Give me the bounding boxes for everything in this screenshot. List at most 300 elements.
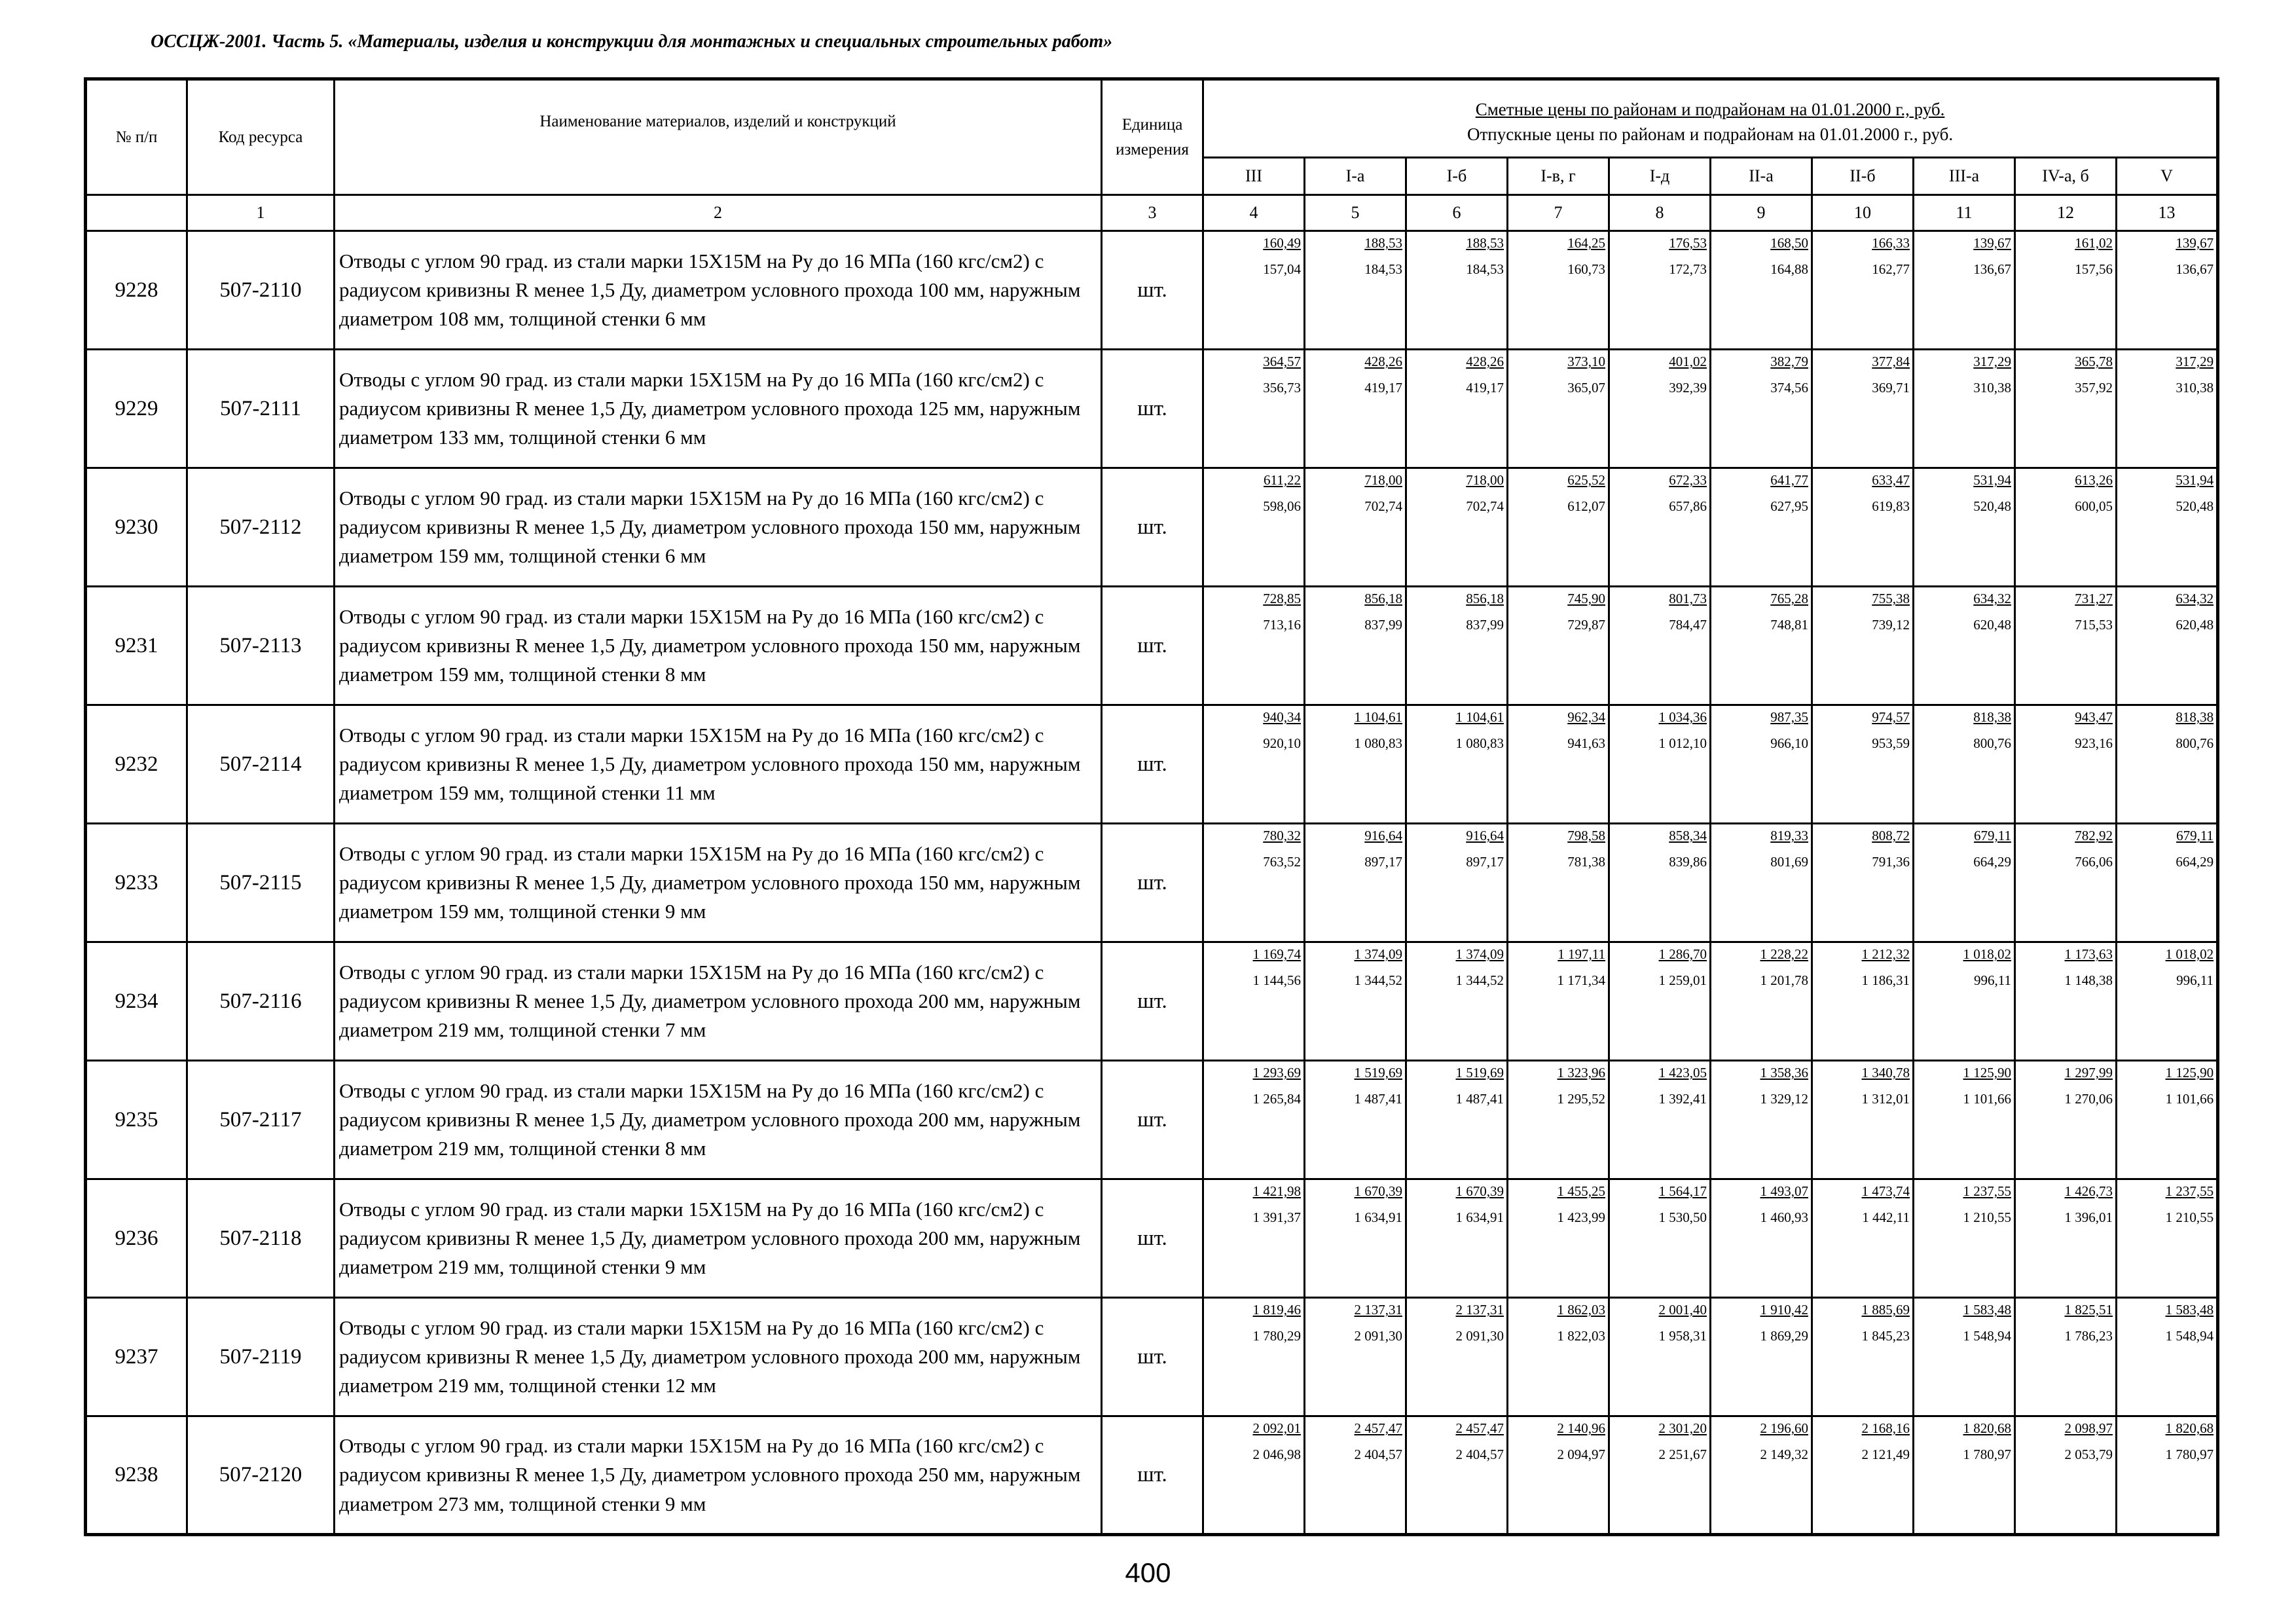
- header-unit: Единица измерения: [1102, 79, 1203, 195]
- table-row: [86, 1061, 2218, 1179]
- header-prices: [1203, 79, 2218, 158]
- estimate-price: 745,90: [1567, 591, 1605, 606]
- release-price: 620,48: [1973, 617, 2011, 633]
- release-price: 1 487,41: [1354, 1091, 1402, 1107]
- estimate-price: 798,58: [1567, 828, 1605, 843]
- header-district: I-б: [1406, 158, 1508, 195]
- release-price: 953,59: [1872, 735, 1910, 752]
- release-price: 1 210,55: [2165, 1209, 2214, 1226]
- row-number: 9230: [86, 468, 187, 587]
- price-cell: [1812, 1298, 1914, 1416]
- row-number: 9232: [86, 705, 187, 824]
- price-cell: [2015, 824, 2117, 942]
- price-cell: [1609, 705, 1711, 824]
- price-cell: [1914, 824, 2015, 942]
- price-cell: [1508, 824, 1609, 942]
- price-cell: [1711, 1298, 1812, 1416]
- release-price: 419,17: [1364, 380, 1402, 396]
- material-name: Отводы с углом 90 град. из стали марки 15Х15М на Ру до 16 МПа (160 кгс/см2) с радиусом кривизны R менее 1,5 Ду, диаметром условного прохода 125 мм, наружным диаметром 133 мм, толщиной стенки 6 мм: [335, 350, 1102, 468]
- release-price: 1 270,06: [2064, 1091, 2113, 1107]
- estimate-price: 531,94: [1973, 472, 2011, 488]
- estimate-price: 1 125,90: [2165, 1065, 2214, 1080]
- price-cell: [2015, 350, 2117, 468]
- estimate-price: 1 910,42: [1760, 1302, 1808, 1318]
- release-price: 1 329,12: [1760, 1091, 1808, 1107]
- estimate-price: 188,53: [1466, 235, 1504, 251]
- header-district: I-д: [1609, 158, 1711, 195]
- estimate-price: 1 034,36: [1658, 709, 1707, 725]
- release-price: 996,11: [2176, 972, 2214, 989]
- price-cell: [1711, 942, 1812, 1061]
- estimate-price: 1 018,02: [1963, 946, 2011, 962]
- estimate-price: 728,85: [1263, 591, 1301, 606]
- price-cell: [1812, 1416, 1914, 1535]
- header-district: III-а: [1914, 158, 2015, 195]
- price-cell: [1203, 942, 1305, 1061]
- price-cell: [1203, 350, 1305, 468]
- row-number: 9234: [86, 942, 187, 1061]
- estimate-price: 317,29: [1973, 354, 2011, 369]
- price-cell: [1812, 705, 1914, 824]
- price-cell: [1406, 231, 1508, 350]
- price-cell: [2117, 1298, 2218, 1416]
- release-price: 1 780,97: [2165, 1447, 2214, 1463]
- column-number-blank: [86, 195, 187, 231]
- estimate-price: 2 457,47: [1354, 1420, 1402, 1436]
- release-price: 1 548,94: [2165, 1328, 2214, 1344]
- resource-code: 507-2119: [187, 1298, 335, 1416]
- estimate-price: 428,26: [1466, 354, 1504, 369]
- release-price: 763,52: [1263, 854, 1301, 870]
- price-cell: [1508, 705, 1609, 824]
- material-name: Отводы с углом 90 град. из стали марки 15Х15М на Ру до 16 МПа (160 кгс/см2) с радиусом кривизны R менее 1,5 Ду, диаметром условного прохода 150 мм, наружным диаметром 159 мм, толщиной стенки 9 мм: [335, 824, 1102, 942]
- price-cell: [1812, 824, 1914, 942]
- release-price: 157,56: [2075, 261, 2113, 278]
- release-price: 1 201,78: [1760, 972, 1808, 989]
- header-district: III: [1203, 158, 1305, 195]
- price-cell: [1508, 468, 1609, 587]
- estimate-price: 718,00: [1364, 472, 1402, 488]
- price-cell: [2015, 1416, 2117, 1535]
- estimate-price: 139,67: [2176, 235, 2214, 251]
- table-row: [86, 1416, 2218, 1535]
- material-name: Отводы с углом 90 град. из стали марки 15Х15М на Ру до 16 МПа (160 кгс/см2) с радиусом кривизны R менее 1,5 Ду, диаметром условного прохода 150 мм, наружным диаметром 159 мм, толщиной стенки 8 мм: [335, 587, 1102, 705]
- estimate-price: 611,22: [1264, 472, 1301, 488]
- row-number: 9231: [86, 587, 187, 705]
- price-cell: [2015, 705, 2117, 824]
- price-cell: [1711, 1416, 1812, 1535]
- release-price: 598,06: [1263, 498, 1301, 515]
- price-cell: [1305, 705, 1406, 824]
- release-price: 2 404,57: [1354, 1447, 1402, 1463]
- estimate-price: 1 104,61: [1354, 709, 1402, 725]
- price-cell: [1812, 1179, 1914, 1298]
- release-price: 1 186,31: [1861, 972, 1910, 989]
- release-price: 1 396,01: [2064, 1209, 2113, 1226]
- release-price: 837,99: [1466, 617, 1504, 633]
- estimate-price: 679,11: [2176, 828, 2214, 843]
- table-row: [86, 350, 2218, 468]
- price-cell: [1914, 350, 2015, 468]
- estimate-price: 1 670,39: [1455, 1183, 1504, 1199]
- material-name: Отводы с углом 90 град. из стали марки 15Х15М на Ру до 16 МПа (160 кгс/см2) с радиусом кривизны R менее 1,5 Ду, диаметром условного прохода 150 мм, наружным диаметром 159 мм, толщиной стенки 11 мм: [335, 705, 1102, 824]
- release-price: 2 251,67: [1658, 1447, 1707, 1463]
- release-price: 784,47: [1669, 617, 1707, 633]
- release-price: 520,48: [1973, 498, 2011, 515]
- price-cell: [2015, 587, 2117, 705]
- material-name: Отводы с углом 90 град. из стали марки 15Х15М на Ру до 16 МПа (160 кгс/см2) с радиусом кривизны R менее 1,5 Ду, диаметром условного прохода 100 мм, наружным диаметром 108 мм, толщиной стенки 6 мм: [335, 231, 1102, 350]
- release-price: 1 845,23: [1861, 1328, 1910, 1344]
- column-number: 8: [1609, 195, 1711, 231]
- price-cell: [2117, 1179, 2218, 1298]
- price-cell: [1711, 587, 1812, 705]
- release-price: 1 958,31: [1658, 1328, 1707, 1344]
- release-price: 1 460,93: [1760, 1209, 1808, 1226]
- column-number: 12: [2015, 195, 2117, 231]
- release-price: 1 780,97: [1963, 1447, 2011, 1463]
- column-number: 2: [335, 195, 1102, 231]
- resource-code: 507-2114: [187, 705, 335, 824]
- price-cell: [2015, 231, 2117, 350]
- row-number: 9238: [86, 1416, 187, 1535]
- price-cell: [2117, 231, 2218, 350]
- column-number: 3: [1102, 195, 1203, 231]
- document-running-header: ОССЦЖ-2001. Часть 5. «Материалы, изделия и конструкции для монтажных и специальных строительных работ»: [151, 31, 1113, 52]
- price-cell: [1305, 587, 1406, 705]
- price-cell: [2117, 1061, 2218, 1179]
- release-price: 839,86: [1669, 854, 1707, 870]
- estimate-price: 2 001,40: [1658, 1302, 1707, 1318]
- estimate-price: 1 820,68: [1963, 1420, 2011, 1436]
- row-number: 9233: [86, 824, 187, 942]
- price-cell: [1711, 824, 1812, 942]
- estimate-price: 1 169,74: [1252, 946, 1301, 962]
- header-district: I-а: [1305, 158, 1406, 195]
- estimate-price: 818,38: [2176, 709, 2214, 725]
- release-price: 310,38: [1973, 380, 2011, 396]
- release-price: 1 080,83: [1354, 735, 1402, 752]
- estimate-price: 613,26: [2075, 472, 2113, 488]
- price-cell: [1812, 350, 1914, 468]
- estimate-price: 2 137,31: [1354, 1302, 1402, 1318]
- price-cell: [1406, 705, 1508, 824]
- release-price: 766,06: [2075, 854, 2113, 870]
- estimate-price: 2 168,16: [1861, 1420, 1910, 1436]
- price-cell: [1914, 1298, 2015, 1416]
- release-price: 392,39: [1669, 380, 1707, 396]
- price-cell: [1711, 350, 1812, 468]
- estimate-price: 940,34: [1263, 709, 1301, 725]
- release-price: 1 344,52: [1455, 972, 1504, 989]
- estimate-price: 1 473,74: [1861, 1183, 1910, 1199]
- release-price: 136,67: [2176, 261, 2214, 278]
- price-cell: [1305, 824, 1406, 942]
- price-cell: [1508, 231, 1609, 350]
- table-row: [86, 231, 2218, 350]
- release-price: 160,73: [1567, 261, 1605, 278]
- price-cell: [2117, 468, 2218, 587]
- price-cell: [2015, 468, 2117, 587]
- estimate-price: 2 098,97: [2064, 1420, 2113, 1436]
- estimate-price: 633,47: [1872, 472, 1910, 488]
- release-price: 172,73: [1669, 261, 1707, 278]
- column-number-row: [86, 195, 2218, 231]
- header-district: IV-а, б: [2015, 158, 2117, 195]
- release-price: 136,67: [1973, 261, 2011, 278]
- release-price: 801,69: [1770, 854, 1808, 870]
- header-name: Наименование материалов, изделий и конструкций: [335, 79, 1102, 195]
- price-cell: [1406, 1298, 1508, 1416]
- column-number: 9: [1711, 195, 1812, 231]
- estimate-price: 1 125,90: [1963, 1065, 2011, 1080]
- release-price: 739,12: [1872, 617, 1910, 633]
- release-price: 1 259,01: [1658, 972, 1707, 989]
- release-price: 162,77: [1872, 261, 1910, 278]
- release-price: 620,48: [2176, 617, 2214, 633]
- release-price: 1 786,23: [2064, 1328, 2113, 1344]
- page-number: 400: [1125, 1557, 1171, 1588]
- price-cell: [2117, 1416, 2218, 1535]
- header-district: II-а: [1711, 158, 1812, 195]
- price-cell: [1914, 1416, 2015, 1535]
- estimate-price: 1 583,48: [2165, 1302, 2214, 1318]
- estimate-price: 634,32: [2176, 591, 2214, 606]
- material-name: Отводы с углом 90 град. из стали марки 15Х15М на Ру до 16 МПа (160 кгс/см2) с радиусом кривизны R менее 1,5 Ду, диаметром условного прохода 150 мм, наружным диаметром 159 мм, толщиной стенки 6 мм: [335, 468, 1102, 587]
- release-price: 1 423,99: [1557, 1209, 1605, 1226]
- release-price: 419,17: [1466, 380, 1504, 396]
- material-name: Отводы с углом 90 град. из стали марки 15Х15М на Ру до 16 МПа (160 кгс/см2) с радиусом кривизны R менее 1,5 Ду, диаметром условного прохода 200 мм, наружным диаметром 219 мм, толщиной стенки 9 мм: [335, 1179, 1102, 1298]
- price-cell: [1914, 942, 2015, 1061]
- price-cell: [1203, 705, 1305, 824]
- estimate-price: 176,53: [1669, 235, 1707, 251]
- unit-of-measure: шт.: [1102, 231, 1203, 350]
- header-num: № п/п: [86, 79, 187, 195]
- price-cell: [1203, 1416, 1305, 1535]
- estimate-price: 377,84: [1872, 354, 1910, 369]
- price-cell: [1203, 587, 1305, 705]
- price-cell: [1305, 1298, 1406, 1416]
- material-name: Отводы с углом 90 град. из стали марки 15Х15М на Ру до 16 МПа (160 кгс/см2) с радиусом кривизны R менее 1,5 Ду, диаметром условного прохода 200 мм, наружным диаметром 219 мм, толщиной стенки 8 мм: [335, 1061, 1102, 1179]
- price-cell: [1609, 824, 1711, 942]
- release-price: 966,10: [1770, 735, 1808, 752]
- estimate-price: 1 374,09: [1455, 946, 1504, 962]
- unit-of-measure: шт.: [1102, 824, 1203, 942]
- release-price: 2 094,97: [1557, 1447, 1605, 1463]
- release-price: 619,83: [1872, 498, 1910, 515]
- release-price: 1 442,11: [1862, 1209, 1910, 1226]
- release-price: 1 548,94: [1963, 1328, 2011, 1344]
- estimate-price: 1 297,99: [2064, 1065, 2113, 1080]
- estimate-price: 987,35: [1770, 709, 1808, 725]
- estimate-price: 755,38: [1872, 591, 1910, 606]
- estimate-price: 1 426,73: [2064, 1183, 2113, 1199]
- estimate-price: 365,78: [2075, 354, 2113, 369]
- price-cell: [1812, 1061, 1914, 1179]
- estimate-price: 1 358,36: [1760, 1065, 1808, 1080]
- release-price: 612,07: [1567, 498, 1605, 515]
- resource-code: 507-2113: [187, 587, 335, 705]
- estimate-price: 1 237,55: [1963, 1183, 2011, 1199]
- header-prices-estimate: Сметные цены по районам и подрайонам на 01.01.2000 г., руб.: [1475, 100, 1945, 120]
- release-price: 1 144,56: [1252, 972, 1301, 989]
- release-price: 520,48: [2176, 498, 2214, 515]
- resource-code: 507-2116: [187, 942, 335, 1061]
- price-cell: [2117, 824, 2218, 942]
- release-price: 781,38: [1567, 854, 1605, 870]
- release-price: 2 091,30: [1455, 1328, 1504, 1344]
- price-cell: [1406, 468, 1508, 587]
- price-cell: [1711, 1061, 1812, 1179]
- row-number: 9228: [86, 231, 187, 350]
- estimate-price: 382,79: [1770, 354, 1808, 369]
- estimate-price: 1 423,05: [1658, 1065, 1707, 1080]
- resource-code: 507-2115: [187, 824, 335, 942]
- estimate-price: 765,28: [1770, 591, 1808, 606]
- estimate-price: 1 374,09: [1354, 946, 1402, 962]
- estimate-price: 1 885,69: [1861, 1302, 1910, 1318]
- estimate-price: 1 228,22: [1760, 946, 1808, 962]
- price-cell: [2117, 350, 2218, 468]
- price-cell: [1609, 1298, 1711, 1416]
- release-price: 164,88: [1770, 261, 1808, 278]
- price-cell: [1406, 824, 1508, 942]
- release-price: 920,10: [1263, 735, 1301, 752]
- estimate-price: 679,11: [1974, 828, 2011, 843]
- price-cell: [1609, 1416, 1711, 1535]
- estimate-price: 1 493,07: [1760, 1183, 1808, 1199]
- release-price: 657,86: [1669, 498, 1707, 515]
- unit-of-measure: шт.: [1102, 942, 1203, 1061]
- unit-of-measure: шт.: [1102, 468, 1203, 587]
- release-price: 357,92: [2075, 380, 2113, 396]
- estimate-price: 819,33: [1770, 828, 1808, 843]
- price-cell: [1305, 468, 1406, 587]
- price-cell: [1609, 1179, 1711, 1298]
- estimate-price: 2 137,31: [1455, 1302, 1504, 1318]
- material-name: Отводы с углом 90 град. из стали марки 15Х15М на Ру до 16 МПа (160 кгс/см2) с радиусом кривизны R менее 1,5 Ду, диаметром условного прохода 200 мм, наружным диаметром 219 мм, толщиной стенки 12 мм: [335, 1298, 1102, 1416]
- estimate-price: 625,52: [1567, 472, 1605, 488]
- resource-code: 507-2117: [187, 1061, 335, 1179]
- table-row: [86, 705, 2218, 824]
- unit-of-measure: шт.: [1102, 587, 1203, 705]
- price-cell: [1305, 942, 1406, 1061]
- table-row: [86, 1298, 2218, 1416]
- column-number: 5: [1305, 195, 1406, 231]
- release-price: 996,11: [1974, 972, 2011, 989]
- estimate-price: 1 104,61: [1455, 709, 1504, 725]
- price-cell: [1711, 468, 1812, 587]
- price-cell: [1203, 1179, 1305, 1298]
- price-cell: [1711, 705, 1812, 824]
- estimate-price: 1 583,48: [1963, 1302, 2011, 1318]
- release-price: 897,17: [1466, 854, 1504, 870]
- estimate-price: 718,00: [1466, 472, 1504, 488]
- release-price: 800,76: [2176, 735, 2214, 752]
- estimate-price: 856,18: [1364, 591, 1402, 606]
- price-cell: [2015, 1298, 2117, 1416]
- table-row: [86, 587, 2218, 705]
- price-cell: [1609, 1061, 1711, 1179]
- release-price: 365,07: [1567, 380, 1605, 396]
- release-price: 2 091,30: [1354, 1328, 1402, 1344]
- column-number: 1: [187, 195, 335, 231]
- release-price: 837,99: [1364, 617, 1402, 633]
- price-cell: [1305, 350, 1406, 468]
- release-price: 2 053,79: [2064, 1447, 2113, 1463]
- price-cell: [1914, 587, 2015, 705]
- price-cell: [1406, 1416, 1508, 1535]
- unit-of-measure: шт.: [1102, 1416, 1203, 1535]
- price-cell: [1914, 705, 2015, 824]
- release-price: 2 404,57: [1455, 1447, 1504, 1463]
- release-price: 1 295,52: [1557, 1091, 1605, 1107]
- release-price: 800,76: [1973, 735, 2011, 752]
- price-cell: [1406, 587, 1508, 705]
- release-price: 2 121,49: [1861, 1447, 1910, 1463]
- unit-of-measure: шт.: [1102, 705, 1203, 824]
- estimate-price: 1 018,02: [2165, 946, 2214, 962]
- price-cell: [2117, 705, 2218, 824]
- release-price: 369,71: [1872, 380, 1910, 396]
- price-cell: [2015, 1061, 2117, 1179]
- release-price: 157,04: [1263, 261, 1301, 278]
- price-cell: [1508, 1179, 1609, 1298]
- release-price: 1 101,66: [1963, 1091, 2011, 1107]
- estimate-price: 428,26: [1364, 354, 1402, 369]
- estimate-price: 166,33: [1872, 235, 1910, 251]
- estimate-price: 808,72: [1872, 828, 1910, 843]
- estimate-price: 161,02: [2075, 235, 2113, 251]
- release-price: 1 101,66: [2165, 1091, 2214, 1107]
- column-number: 4: [1203, 195, 1305, 231]
- estimate-price: 780,32: [1263, 828, 1301, 843]
- price-cell: [1508, 350, 1609, 468]
- price-cell: [1914, 1179, 2015, 1298]
- header-district: II-б: [1812, 158, 1914, 195]
- release-price: 1 780,29: [1252, 1328, 1301, 1344]
- header-prices-release: Отпускные цены по районам и подрайонам на 01.01.2000 г., руб.: [1467, 124, 1954, 144]
- price-cell: [1812, 942, 1914, 1061]
- price-cell: [1711, 1179, 1812, 1298]
- release-price: 1 487,41: [1455, 1091, 1504, 1107]
- release-price: 1 210,55: [1963, 1209, 2011, 1226]
- price-table: [84, 77, 2219, 1536]
- release-price: 627,95: [1770, 498, 1808, 515]
- estimate-price: 1 340,78: [1861, 1065, 1910, 1080]
- release-price: 1 391,37: [1252, 1209, 1301, 1226]
- row-number: 9236: [86, 1179, 187, 1298]
- price-cell: [1203, 468, 1305, 587]
- column-number: 10: [1812, 195, 1914, 231]
- estimate-price: 818,38: [1973, 709, 2011, 725]
- release-price: 1 634,91: [1455, 1209, 1504, 1226]
- release-price: 1 822,03: [1557, 1328, 1605, 1344]
- unit-of-measure: шт.: [1102, 1061, 1203, 1179]
- table-body: [86, 231, 2218, 1535]
- price-cell: [1812, 231, 1914, 350]
- price-cell: [1203, 1061, 1305, 1179]
- price-cell: [1914, 231, 2015, 350]
- release-price: 923,16: [2075, 735, 2113, 752]
- estimate-price: 1 455,25: [1557, 1183, 1605, 1199]
- estimate-price: 2 196,60: [1760, 1420, 1808, 1436]
- release-price: 791,36: [1872, 854, 1910, 870]
- unit-of-measure: шт.: [1102, 1298, 1203, 1416]
- price-cell: [1508, 1298, 1609, 1416]
- estimate-price: 1 564,17: [1658, 1183, 1707, 1199]
- release-price: 664,29: [1973, 854, 2011, 870]
- resource-code: 507-2110: [187, 231, 335, 350]
